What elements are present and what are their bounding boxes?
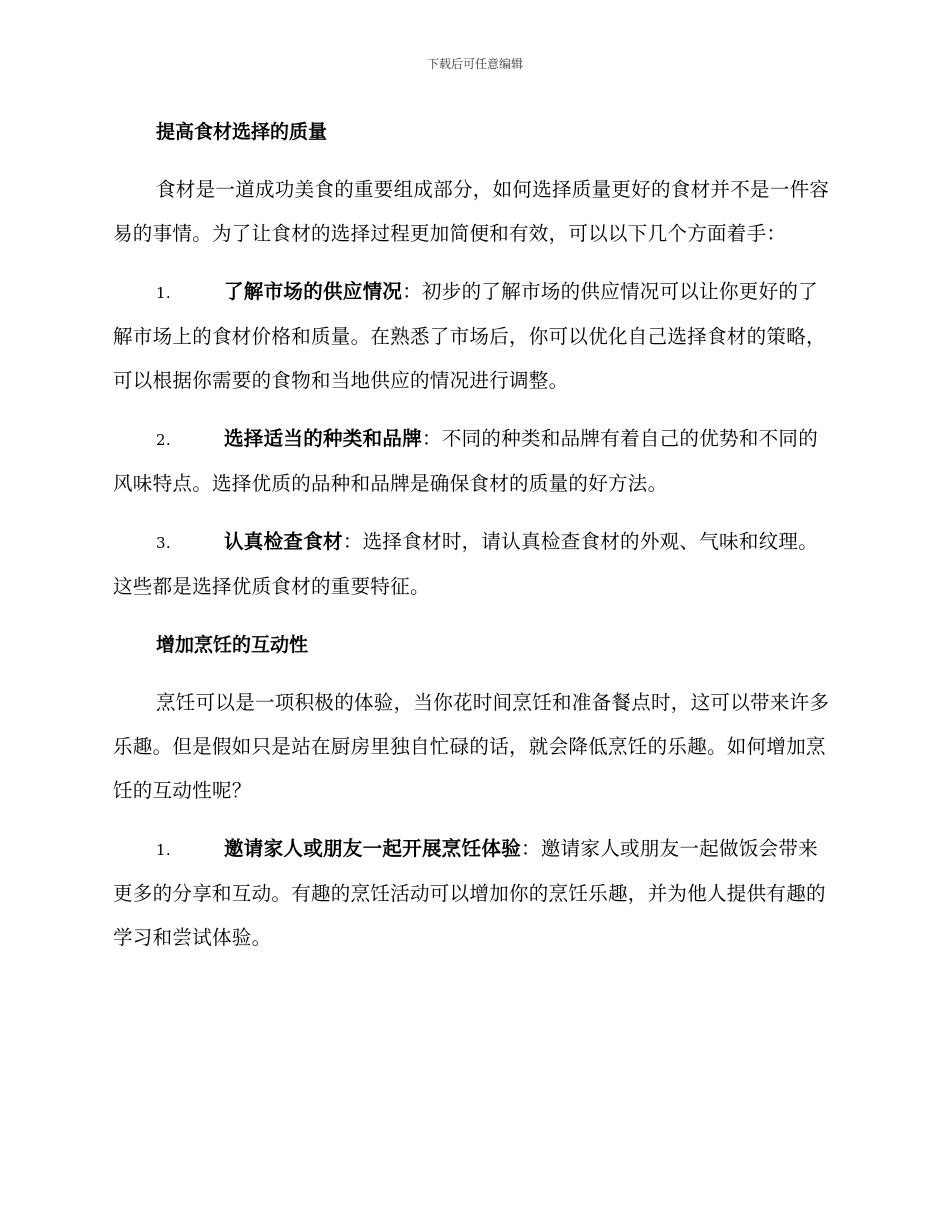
list-item-number: 3.	[156, 534, 171, 552]
list-item-text: ：初步的了解市场的供应情况可以让你更好的了解市场上的食材价格和质量。在熟悉了市场后，你可以优化自己选择食材的策略，可以根据你需要的食物和当地供应的情况进行调整。	[113, 280, 826, 392]
list-item-title: 选择适当的种类和品牌	[224, 427, 423, 450]
list-item-title: 认真检查食材	[224, 530, 343, 553]
list-item-title: 了解市场的供应情况	[224, 280, 403, 303]
list-item	[113, 270, 837, 403]
page-header: 下载后可任意编辑	[426, 57, 523, 71]
list-item-number: 2.	[156, 431, 171, 449]
section-heading-cooking-interaction: 增加烹饪的互动性	[156, 634, 309, 656]
list-item-text: ：选择食材时，请认真检查食材的外观、气味和纹理。这些都是选择优质食材的重要特征。	[113, 530, 819, 598]
list-item	[113, 827, 837, 960]
document-body	[113, 110, 837, 960]
section-heading-food-quality: 提高食材选择的质量	[156, 121, 328, 143]
section-intro-food-quality: 食材是一道成功美食的重要组成部分，如何选择质量更好的食材并不是一件容易的事情。为了让食材的选择过程更加简便和有效，可以以下几个方面着手：	[113, 178, 830, 245]
list-item-number: 1.	[156, 284, 171, 302]
section-intro-cooking-interaction: 烹饪可以是一项积极的体验，当你花时间烹饪和准备餐点时，这可以带来许多乐趣。但是假如只是站在厨房里独自忙碌的话，就会降低烹饪的乐趣。如何增加烹饪的互动性呢？	[113, 691, 830, 802]
list-item	[113, 417, 837, 506]
list-item-title: 邀请家人或朋友一起开展烹饪体验	[224, 837, 522, 860]
list-item-number: 1.	[156, 841, 171, 859]
list-item-text: ：邀请家人或朋友一起做饭会带来更多的分享和互动。有趣的烹饪活动可以增加你的烹饪乐趣，并为他人提供有趣的学习和尝试体验。	[113, 837, 826, 949]
list-item-text: ：不同的种类和品牌有着自己的优势和不同的风味特点。选择优质的品种和品牌是确保食材的质量的好方法。	[113, 427, 819, 495]
list-item	[113, 520, 837, 609]
